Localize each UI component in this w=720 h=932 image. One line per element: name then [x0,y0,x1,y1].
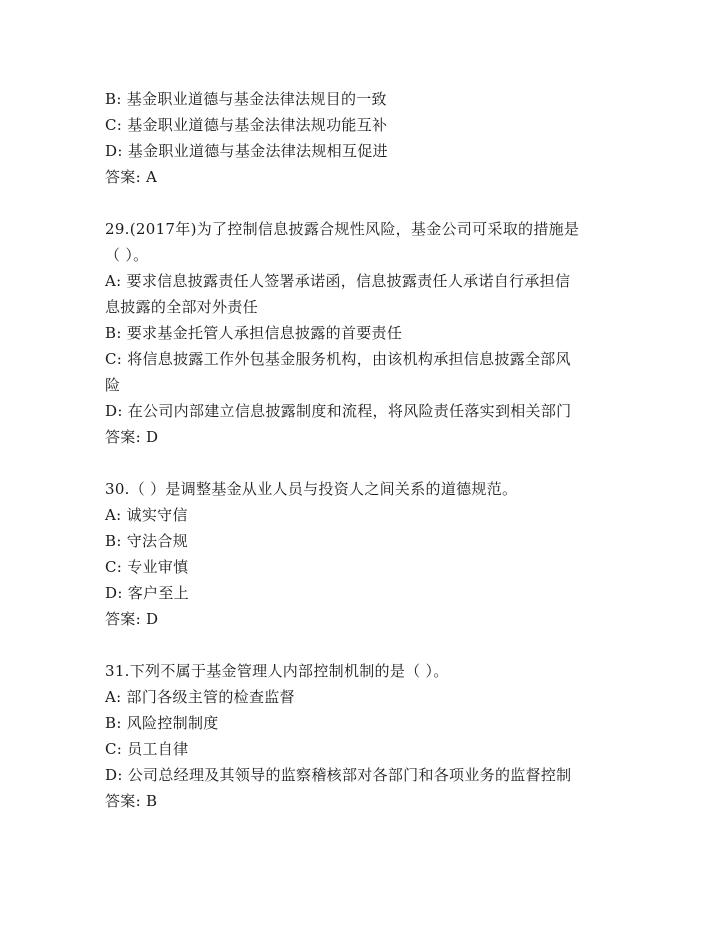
option-d: D: 在公司内部建立信息披露制度和流程，将风险责任落实到相关部门 [105,402,572,420]
option-c: C: 员工自律 [105,740,189,758]
option-a-line-2: 息披露的全部对外责任 [105,298,259,316]
option-a: A: 部门各级主管的检查监督 [105,688,295,706]
question-29 [105,216,625,450]
option-b: B: 基金职业道德与基金法律法规目的一致 [105,90,387,108]
question-stem-line-1: 29.(2017年)为了控制信息披露合规性风险，基金公司可采取的措施是 [105,220,580,238]
option-b: B: 风险控制制度 [105,714,219,732]
option-d: D: 公司总经理及其领导的监察稽核部对各部门和各项业务的监督控制 [105,766,572,784]
option-b: B: 要求基金托管人承担信息披露的首要责任 [105,324,403,342]
question-list [105,86,625,814]
option-b: B: 守法合规 [105,532,188,550]
answer: 答案: A [105,168,158,186]
option-d: D: 基金职业道德与基金法律法规相互促进 [105,142,388,160]
option-a-line-1: A: 要求信息披露责任人签署承诺函，信息披露责任人承诺自行承担信 [105,272,571,290]
answer: 答案: B [105,792,158,810]
question-31 [105,658,625,814]
question-30 [105,476,625,632]
question-28-tail [105,86,625,190]
answer: 答案: D [105,428,159,446]
answer: 答案: D [105,610,159,628]
option-c: C: 基金职业道德与基金法律法规功能互补 [105,116,388,134]
question-stem: 31.下列不属于基金管理人内部控制机制的是（ ）。 [105,662,449,680]
option-d: D: 客户至上 [105,584,189,602]
option-c: C: 专业审慎 [105,558,189,576]
option-c-line-1: C: 将信息披露工作外包基金服务机构，由该机构承担信息披露全部风 [105,350,571,368]
question-stem-line-2: （ ）。 [105,246,149,264]
question-stem: 30.（ ）是调整基金从业人员与投资人之间关系的道德规范。 [105,480,518,498]
option-a: A: 诚实守信 [105,506,188,524]
option-c-line-2: 险 [105,376,121,394]
